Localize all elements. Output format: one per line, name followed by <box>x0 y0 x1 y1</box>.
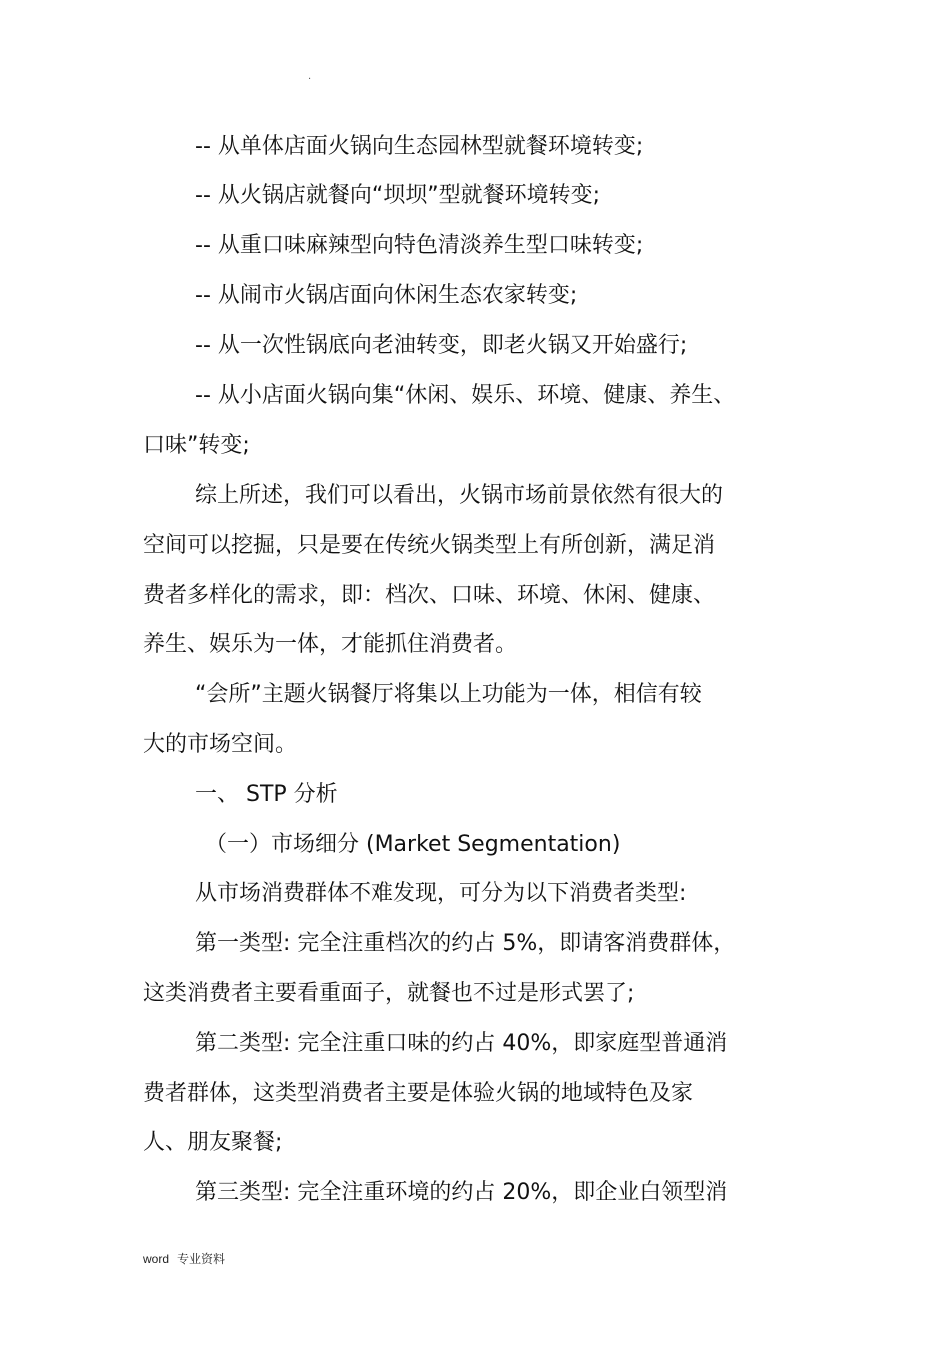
paragraph-line: 综上所述，我们可以看出，火锅市场前景依然有很大的 <box>195 483 724 508</box>
paragraph-line: 大的市场空间。 <box>143 732 298 757</box>
paragraph-line: 这类消费者主要看重面子，就餐也不过是形式罢了; <box>143 981 635 1006</box>
paragraph-line: 口味”转变; <box>143 433 250 458</box>
paragraph-line: 费者多样化的需求，即：档次、口味、环境、休闲、健康、 <box>143 583 716 608</box>
paragraph-line: -- 从闹市火锅店面向休闲生态农家转变; <box>195 283 578 308</box>
paragraph-line: “会所”主题火锅餐厅将集以上功能为一体，相信有较 <box>195 682 702 707</box>
paragraph-line: 第三类型: 完全注重环境的约占 20%，即企业白领型消 <box>195 1180 728 1205</box>
paragraph-line: 第一类型: 完全注重档次的约占 5%，即请客消费群体， <box>195 931 736 956</box>
paragraph-line: 第二类型: 完全注重口味的约占 40%，即家庭型普通消 <box>195 1031 728 1056</box>
paragraph-line: 空间可以挖掘，只是要在传统火锅类型上有所创新，满足消 <box>143 533 716 558</box>
page-footer <box>143 1251 233 1267</box>
paragraph-line: -- 从一次性锅底向老油转变，即老火锅又开始盛行; <box>195 333 688 358</box>
paragraph-line: -- 从重口味麻辣型向特色清淡养生型口味转变; <box>195 233 644 258</box>
paragraph-line: 费者群体，这类型消费者主要是体验火锅的地域特色及家 <box>143 1081 694 1106</box>
paragraph-line: 养生、娱乐为一体，才能抓住消费者。 <box>143 632 518 657</box>
paragraph-line: 从市场消费群体不难发现，可分为以下消费者类型: <box>195 881 687 906</box>
paragraph-line: -- 从单体店面火锅向生态园林型就餐环境转变; <box>195 134 644 159</box>
section-heading: 一、 STP 分析 <box>195 782 338 807</box>
paragraph-line: 人、朋友聚餐; <box>143 1130 283 1155</box>
paragraph-line: -- 从小店面火锅向集“休闲、娱乐、环境、健康、养生、 <box>195 383 736 408</box>
footer-brand: word <box>143 1252 170 1266</box>
footer-label: 专业资料 <box>177 1252 226 1266</box>
subsection-heading: （一）市场细分 (Market Segmentation) <box>205 832 621 857</box>
header-mark: . <box>308 71 312 82</box>
paragraph-line: -- 从火锅店就餐向“坝坝”型就餐环境转变; <box>195 183 601 208</box>
